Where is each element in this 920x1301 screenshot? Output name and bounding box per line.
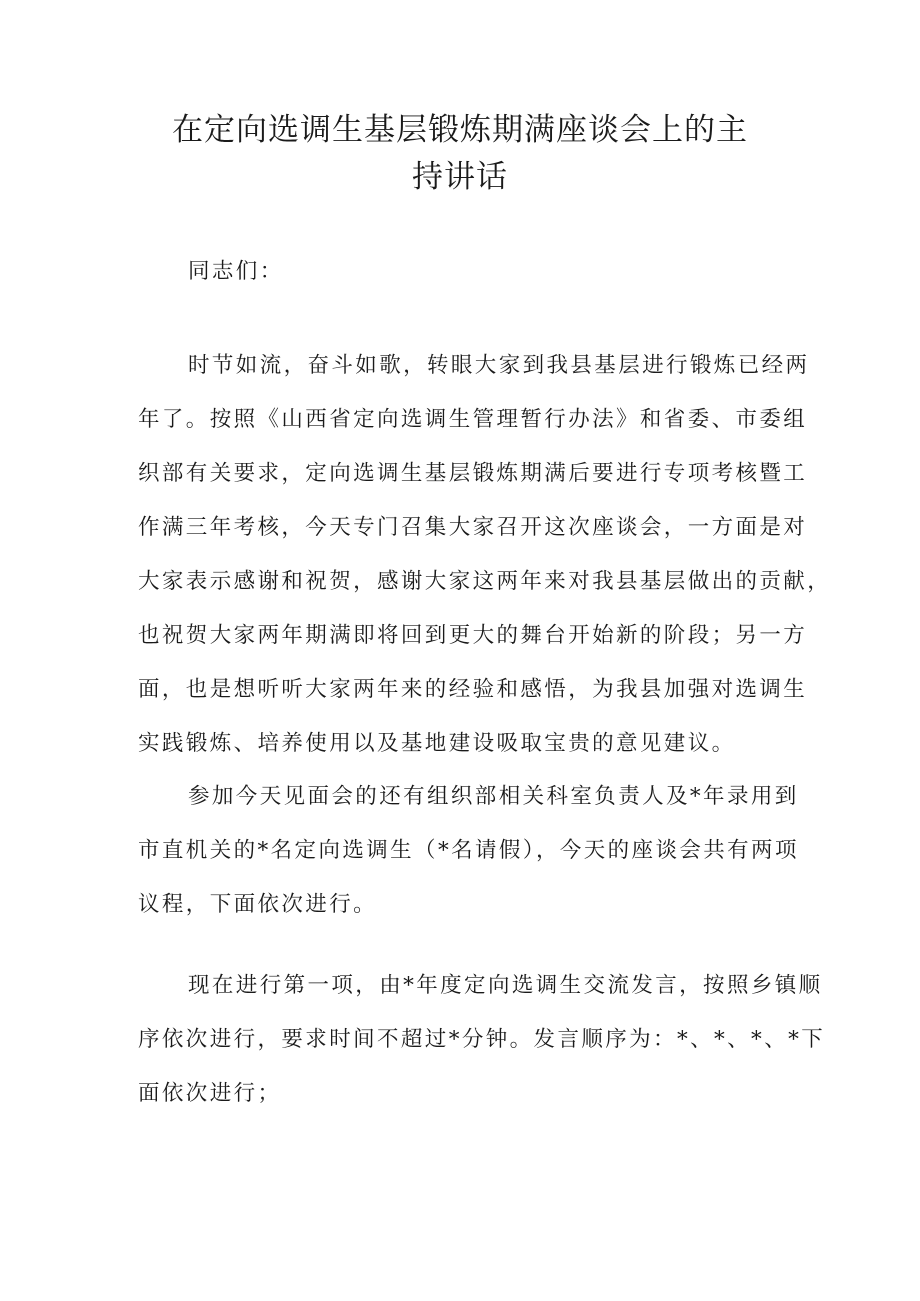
document-title-line-1: 在定向选调生基层锻炼期满座谈会上的主 [172, 112, 748, 148]
paragraph-line: 年了。按照《山西省定向选调生管理暂行办法》和省委、市委组 [138, 407, 808, 432]
paragraph-line: 参加今天见面会的还有组织部相关科室负责人及*年录用到 [188, 784, 799, 809]
paragraph-line: 面，也是想听听大家两年来的经验和感悟，为我县加强对选调生 [138, 677, 808, 702]
document-title-line-2: 持讲话 [412, 159, 508, 195]
paragraph-line: 序依次进行，要求时间不超过*分钟。发言顺序为：*、*、*、*下 [138, 1027, 826, 1052]
paragraph-line: 现在进行第一项，由*年度定向选调生交流发言，按照乡镇顺 [188, 973, 823, 998]
paragraph-line: 议程，下面依次进行。 [138, 892, 378, 917]
paragraph-line: 实践锻炼、培养使用以及基地建设吸取宝贵的意见建议。 [138, 731, 736, 756]
paragraph-line: 也祝贺大家两年期满即将回到更大的舞台开始新的阶段；另一方 [138, 623, 808, 648]
paragraph-line: 作满三年考核，今天专门召集大家召开这次座谈会，一方面是对 [138, 515, 808, 540]
paragraph-line: 织部有关要求，定向选调生基层锻炼期满后要进行专项考核暨工 [138, 461, 808, 486]
paragraph-1 [138, 339, 832, 771]
paragraph-line: 时节如流，奋斗如歌，转眼大家到我县基层进行锻炼已经两 [188, 353, 810, 378]
paragraph-3 [138, 959, 826, 1121]
paragraph-2 [138, 770, 798, 932]
paragraph-line: 市直机关的*名定向选调生（*名请假），今天的座谈会共有两项 [138, 838, 799, 863]
greeting-text: 同志们： [188, 259, 284, 284]
paragraph-line: 大家表示感谢和祝贺，感谢大家这两年来对我县基层做出的贡献， [138, 569, 832, 594]
greeting [138, 245, 798, 299]
paragraph-line: 面依次进行； [138, 1081, 282, 1106]
